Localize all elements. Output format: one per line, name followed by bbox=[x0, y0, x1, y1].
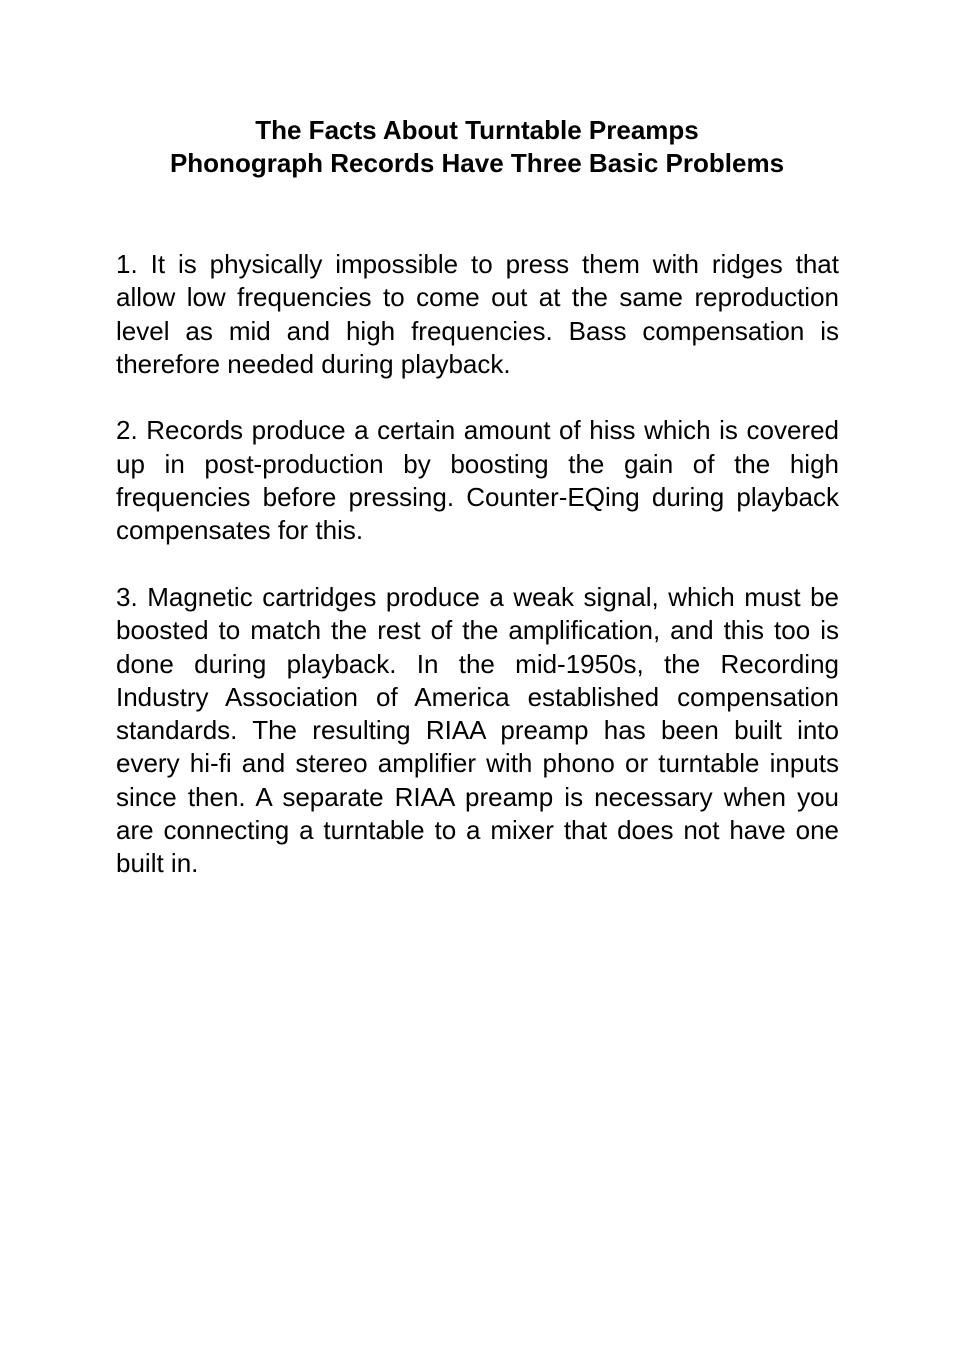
title-line-1: The Facts About Turntable Preamps bbox=[255, 115, 699, 145]
paragraph-2: 2. Records produce a certain amount of hiss which is covered up in post-production by boosting the gain of the high frequencies before pressing. Counter-EQing during playback compensates for this. bbox=[116, 415, 839, 546]
paragraph-3: 3. Magnetic cartridges produce a weak signal, which must be boosted to match the rest of the amplification, and this too is done during playback. In the mid-1950s, the Recording Industry Association of America established compensation standards. The resulting RIAA preamp has been built into every hi-fi and stereo amplifier with phono or turntable inputs since then. A separate RIAA preamp is necessary when you are connecting a turntable to a mixer that does not have one built in. bbox=[116, 581, 839, 879]
document-body bbox=[116, 248, 839, 914]
title-line-2: Phonograph Records Have Three Basic Problems bbox=[169, 148, 785, 178]
paragraph-1: 1. It is physically impossible to press them with ridges that allow low frequencies to come out at the same reproduction level as mid and high frequencies. Bass compensation is therefore needed during playback. bbox=[116, 249, 839, 379]
document-title bbox=[0, 114, 954, 180]
